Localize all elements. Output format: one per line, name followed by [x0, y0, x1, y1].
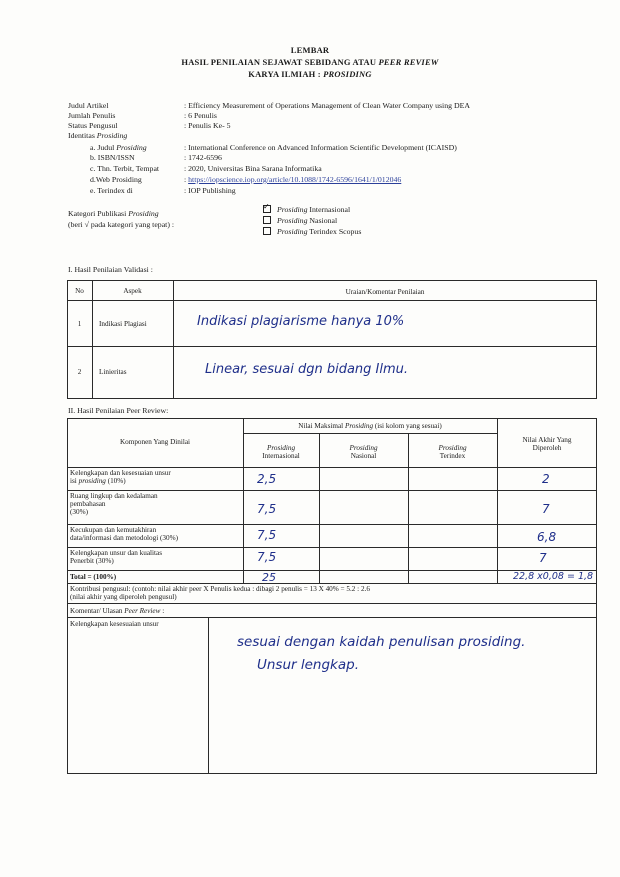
jumlah-label: Jumlah Penulis: [68, 111, 116, 120]
row-aspek: Linieritas: [99, 368, 127, 376]
handwritten-nilai-akhir: 7: [542, 502, 550, 516]
web-link[interactable]: https://iopscience.iop.org/article/10.1088/1742-6596/1641/1/012046: [188, 175, 402, 184]
col-uraian: Uraian/Komentar Penilaian: [345, 288, 425, 296]
nilai-maks-header: Nilai Maksimal Prosiding (isi kolom yang sesuai): [298, 422, 442, 430]
handwritten-komentar: Indikasi plagiarisme hanya 10%: [197, 314, 405, 329]
kategori-option-nasional[interactable]: Prosiding Nasional: [263, 216, 337, 225]
row-no: 2: [77, 368, 82, 376]
checkbox-icon[interactable]: [263, 216, 271, 224]
peer-table: [67, 418, 597, 604]
doc-title-line2: HASIL PENILAIAN SEJAWAT SEBIDANG ATAU PEER REVIEW: [181, 57, 439, 67]
judul-prosiding-value: : International Conference on Advanced Information Scientific Development (ICAISD): [184, 143, 457, 152]
total-label: Total = (100%): [70, 573, 117, 581]
kategori-hint: (beri √ pada kategori yang tepat) :: [68, 220, 175, 229]
handwritten-nilai: 7,5: [257, 502, 277, 516]
tahun-label: c. Thn. Terbit, Tempat: [90, 164, 160, 173]
judul-value: : Efficiency Measurement of Operations Management of Clean Water Company using DEA: [184, 101, 470, 110]
handwritten-komentar-line2: Unsur lengkap.: [257, 657, 360, 673]
komponen-row: Kelengkapan unsur dan kualitas Penerbit (30%): [70, 549, 163, 565]
handwritten-komentar-line1: sesuai dengan kaidah penulisan prosiding.: [237, 634, 526, 650]
peer-title: II. Hasil Penilaian Peer Review:: [68, 406, 169, 415]
identitas-label: Identitas Prosiding: [68, 131, 128, 140]
handwritten-total-akhir: 22,8 x0,08 = 1,8: [513, 571, 594, 582]
kategori-label: Kategori Publikasi Prosiding: [68, 209, 159, 218]
col-aspek: Aspek: [123, 287, 142, 295]
handwritten-nilai-akhir: 6,8: [537, 530, 557, 544]
web-value: : https://iopscience.iop.org/article/10.1088/1742-6596/1641/1/012046: [184, 175, 402, 184]
col-no: No: [75, 287, 84, 295]
nilai-akhir-header: Nilai Akhir Yang Diperoleh: [522, 436, 572, 452]
handwritten-komentar: Linear, sesuai dgn bidang Ilmu.: [205, 362, 409, 377]
checked-checkbox-icon[interactable]: [263, 205, 271, 213]
sub-header-terindex: Prosiding Terindex: [438, 444, 467, 460]
web-label: d.Web Prosiding: [90, 175, 142, 184]
status-value: : Penulis Ke- 5: [184, 121, 231, 130]
row-no: 1: [77, 320, 82, 328]
validasi-title: I. Hasil Penilaian Validasi :: [68, 265, 153, 274]
sub-header-internasional: Prosiding Internasional: [262, 444, 300, 460]
kontribusi-note: Kontribusi pengusul: (contoh: nilai akhir peer X Penulis kedua : dibagi 2 penulis = 13 X 40% = 5.2 : 2.6 (nilai akhir yang diperoleh pengusul): [70, 585, 370, 601]
komponen-row: Kelengkapan dan kesesuaian unsur isi prosiding (10%): [70, 469, 171, 485]
judul-label: Judul Artikel: [68, 101, 109, 110]
tahun-value: : 2020, Universitas Bina Sarana Informatika: [184, 164, 322, 173]
handwritten-nilai-akhir: 2: [542, 472, 550, 486]
sub-header-nasional: Prosiding Nasional: [349, 444, 378, 460]
kategori-option-internasional[interactable]: ✓Prosiding Internasional: [263, 205, 350, 214]
handwritten-nilai: 7,5: [257, 528, 277, 542]
isbn-label: b. ISBN/ISSN: [90, 153, 135, 162]
validasi-table: [67, 280, 597, 399]
terindex-value: : IOP Publishing: [184, 186, 236, 195]
doc-title-line1: LEMBAR: [290, 45, 330, 55]
row-aspek: Indikasi Plagiasi: [99, 320, 147, 328]
komponen-row: Kecukupan dan kemutakhiran data/informasi dan metodologi (30%): [70, 526, 178, 542]
isbn-value: : 1742-6596: [184, 153, 222, 162]
kategori-option-scopus[interactable]: Prosiding Terindex Scopus: [263, 227, 361, 236]
status-label: Status Pengusul: [68, 121, 118, 130]
checkbox-icon[interactable]: [263, 227, 271, 235]
komentar-table: [67, 604, 597, 774]
komponen-header: Komponen Yang Dinilai: [119, 438, 191, 446]
komentar-title: Komentar/ Ulasan Peer Review :: [70, 607, 165, 615]
doc-title-line3: KARYA ILMIAH : PROSIDING: [248, 69, 372, 79]
komentar-item-label: Kelengkapan kesesuaian unsur: [70, 620, 159, 628]
handwritten-nilai-akhir: 7: [539, 551, 547, 565]
jumlah-value: : 6 Penulis: [184, 111, 217, 120]
handwritten-total-nilai: 25: [262, 571, 276, 584]
handwritten-nilai: 2,5: [257, 472, 277, 486]
terindex-label: e. Terindex di: [90, 186, 133, 195]
komponen-row: Ruang lingkup dan kedalaman pembahasan (30%): [70, 492, 158, 516]
handwritten-nilai: 7,5: [257, 550, 277, 564]
judul-prosiding-label: a. Judul Prosiding: [90, 143, 147, 152]
